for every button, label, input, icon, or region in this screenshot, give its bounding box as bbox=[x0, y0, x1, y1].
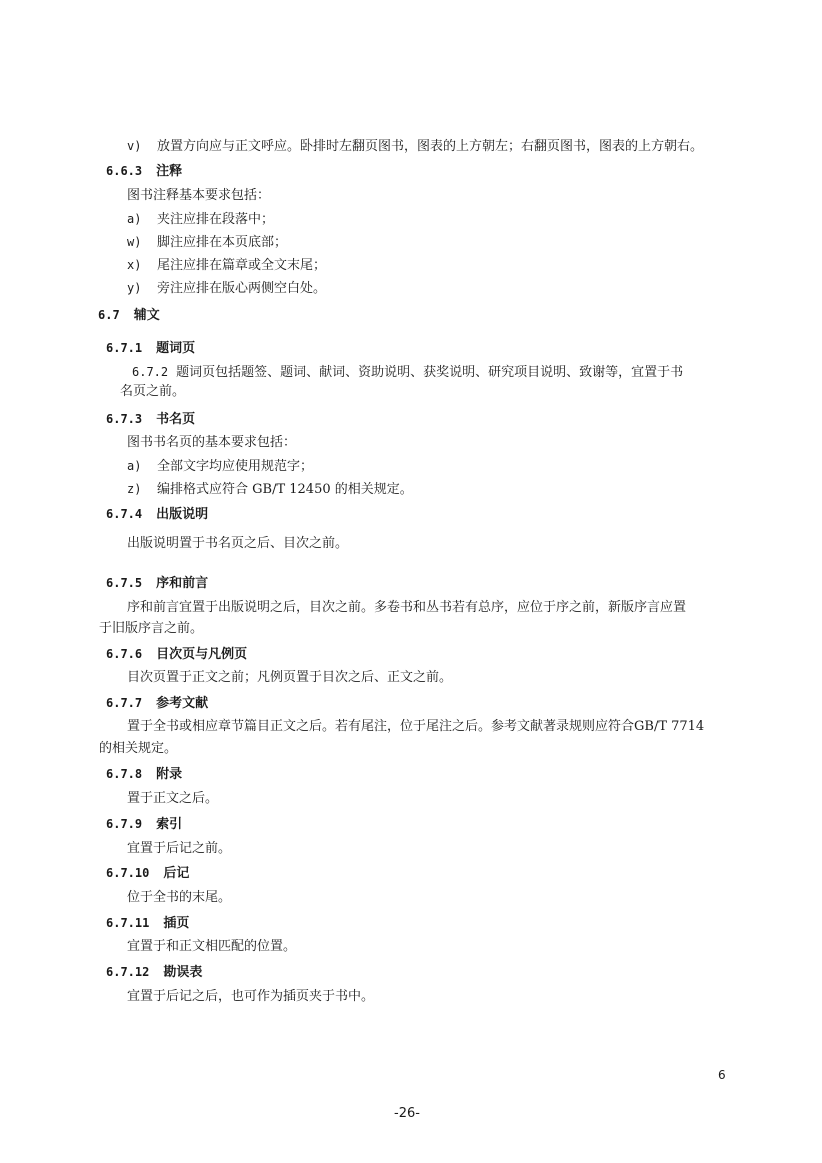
heading-6-7-3: 6.7.3 书名页 bbox=[106, 412, 196, 427]
list-item: a) 全部文字均应使用规范字； bbox=[127, 459, 314, 474]
heading-6-7-4: 6.7.4 出版说明 bbox=[106, 507, 209, 522]
list-item: z) 编排格式应符合 GB/T 12450 的相关规定。 bbox=[127, 482, 413, 497]
paragraph-6-7-6: 目次页置于正文之前；凡例页置于目次之后、正文之前。 bbox=[127, 670, 453, 685]
list-item: y) 旁注应排在版心两侧空白处。 bbox=[127, 281, 327, 296]
list-item: x) 尾注应排在篇章或全文末尾； bbox=[127, 258, 327, 273]
page-number: 6 bbox=[718, 1068, 726, 1082]
heading-6-7-5: 6.7.5 序和前言 bbox=[106, 576, 209, 591]
paragraph-6-7-12: 宜置于后记之后，也可作为插页夹于书中。 bbox=[127, 989, 375, 1004]
paragraph-6-7-9: 宜置于后记之前。 bbox=[127, 841, 232, 856]
paragraph-6-7-8: 置于正文之后。 bbox=[127, 791, 219, 806]
heading-6-7-6: 6.7.6 目次页与凡例页 bbox=[106, 647, 248, 662]
paragraph-6-6-3-intro: 图书注释基本要求包括： bbox=[127, 188, 271, 203]
heading-6-7-10: 6.7.10 后记 bbox=[106, 866, 190, 881]
sheet-number: -26- bbox=[394, 1106, 420, 1121]
heading-6-7-7: 6.7.7 参考文献 bbox=[106, 696, 209, 711]
heading-6-7-8: 6.7.8 附录 bbox=[106, 767, 183, 782]
heading-6-7: 6.7 辅文 bbox=[98, 308, 160, 323]
paragraph-6-7-4: 出版说明置于书名页之后、目次之前。 bbox=[127, 536, 349, 551]
heading-6-7-1: 6.7.1 题词页 bbox=[106, 341, 196, 356]
paragraph-6-7-3-intro: 图书书名页的基本要求包括： bbox=[127, 435, 297, 450]
paragraph-6-7-7-cont: 的相关规定。 bbox=[99, 741, 178, 756]
list-item: a) 夹注应排在段落中； bbox=[127, 212, 275, 227]
paragraph-6-7-11: 宜置于和正文相匹配的位置。 bbox=[127, 939, 297, 954]
paragraph-6-7-2: 6.7.2 题词页包括题签、题词、献词、资助说明、获奖说明、研究项目说明、致谢等，宜置于书 bbox=[132, 365, 684, 380]
paragraph-6-7-5-cont: 于旧版序言之前。 bbox=[99, 621, 204, 636]
paragraph-6-7-10: 位于全书的末尾。 bbox=[127, 890, 232, 905]
paragraph-6-7-2-cont: 名页之前。 bbox=[120, 384, 186, 399]
heading-6-7-9: 6.7.9 索引 bbox=[106, 817, 183, 832]
heading-6-6-3: 6.6.3 注释 bbox=[106, 164, 183, 179]
list-item: w) 脚注应排在本页底部； bbox=[127, 235, 288, 250]
heading-6-7-12: 6.7.12 勘误表 bbox=[106, 965, 203, 980]
paragraph-6-7-7: 置于全书或相应章节篇目正文之后。若有尾注，位于尾注之后。参考文献著录规则应符合GB/T 7714 bbox=[127, 719, 705, 734]
paragraph-6-7-5: 序和前言宜置于出版说明之后，目次之前。多卷书和丛书若有总序，应位于序之前，新版序言应置 bbox=[127, 600, 687, 615]
heading-6-7-11: 6.7.11 插页 bbox=[106, 916, 190, 931]
list-item-v: v) 放置方向应与正文呼应。卧排时左翻页图书，图表的上方朝左；右翻页图书，图表的上方朝右。 bbox=[127, 139, 704, 154]
